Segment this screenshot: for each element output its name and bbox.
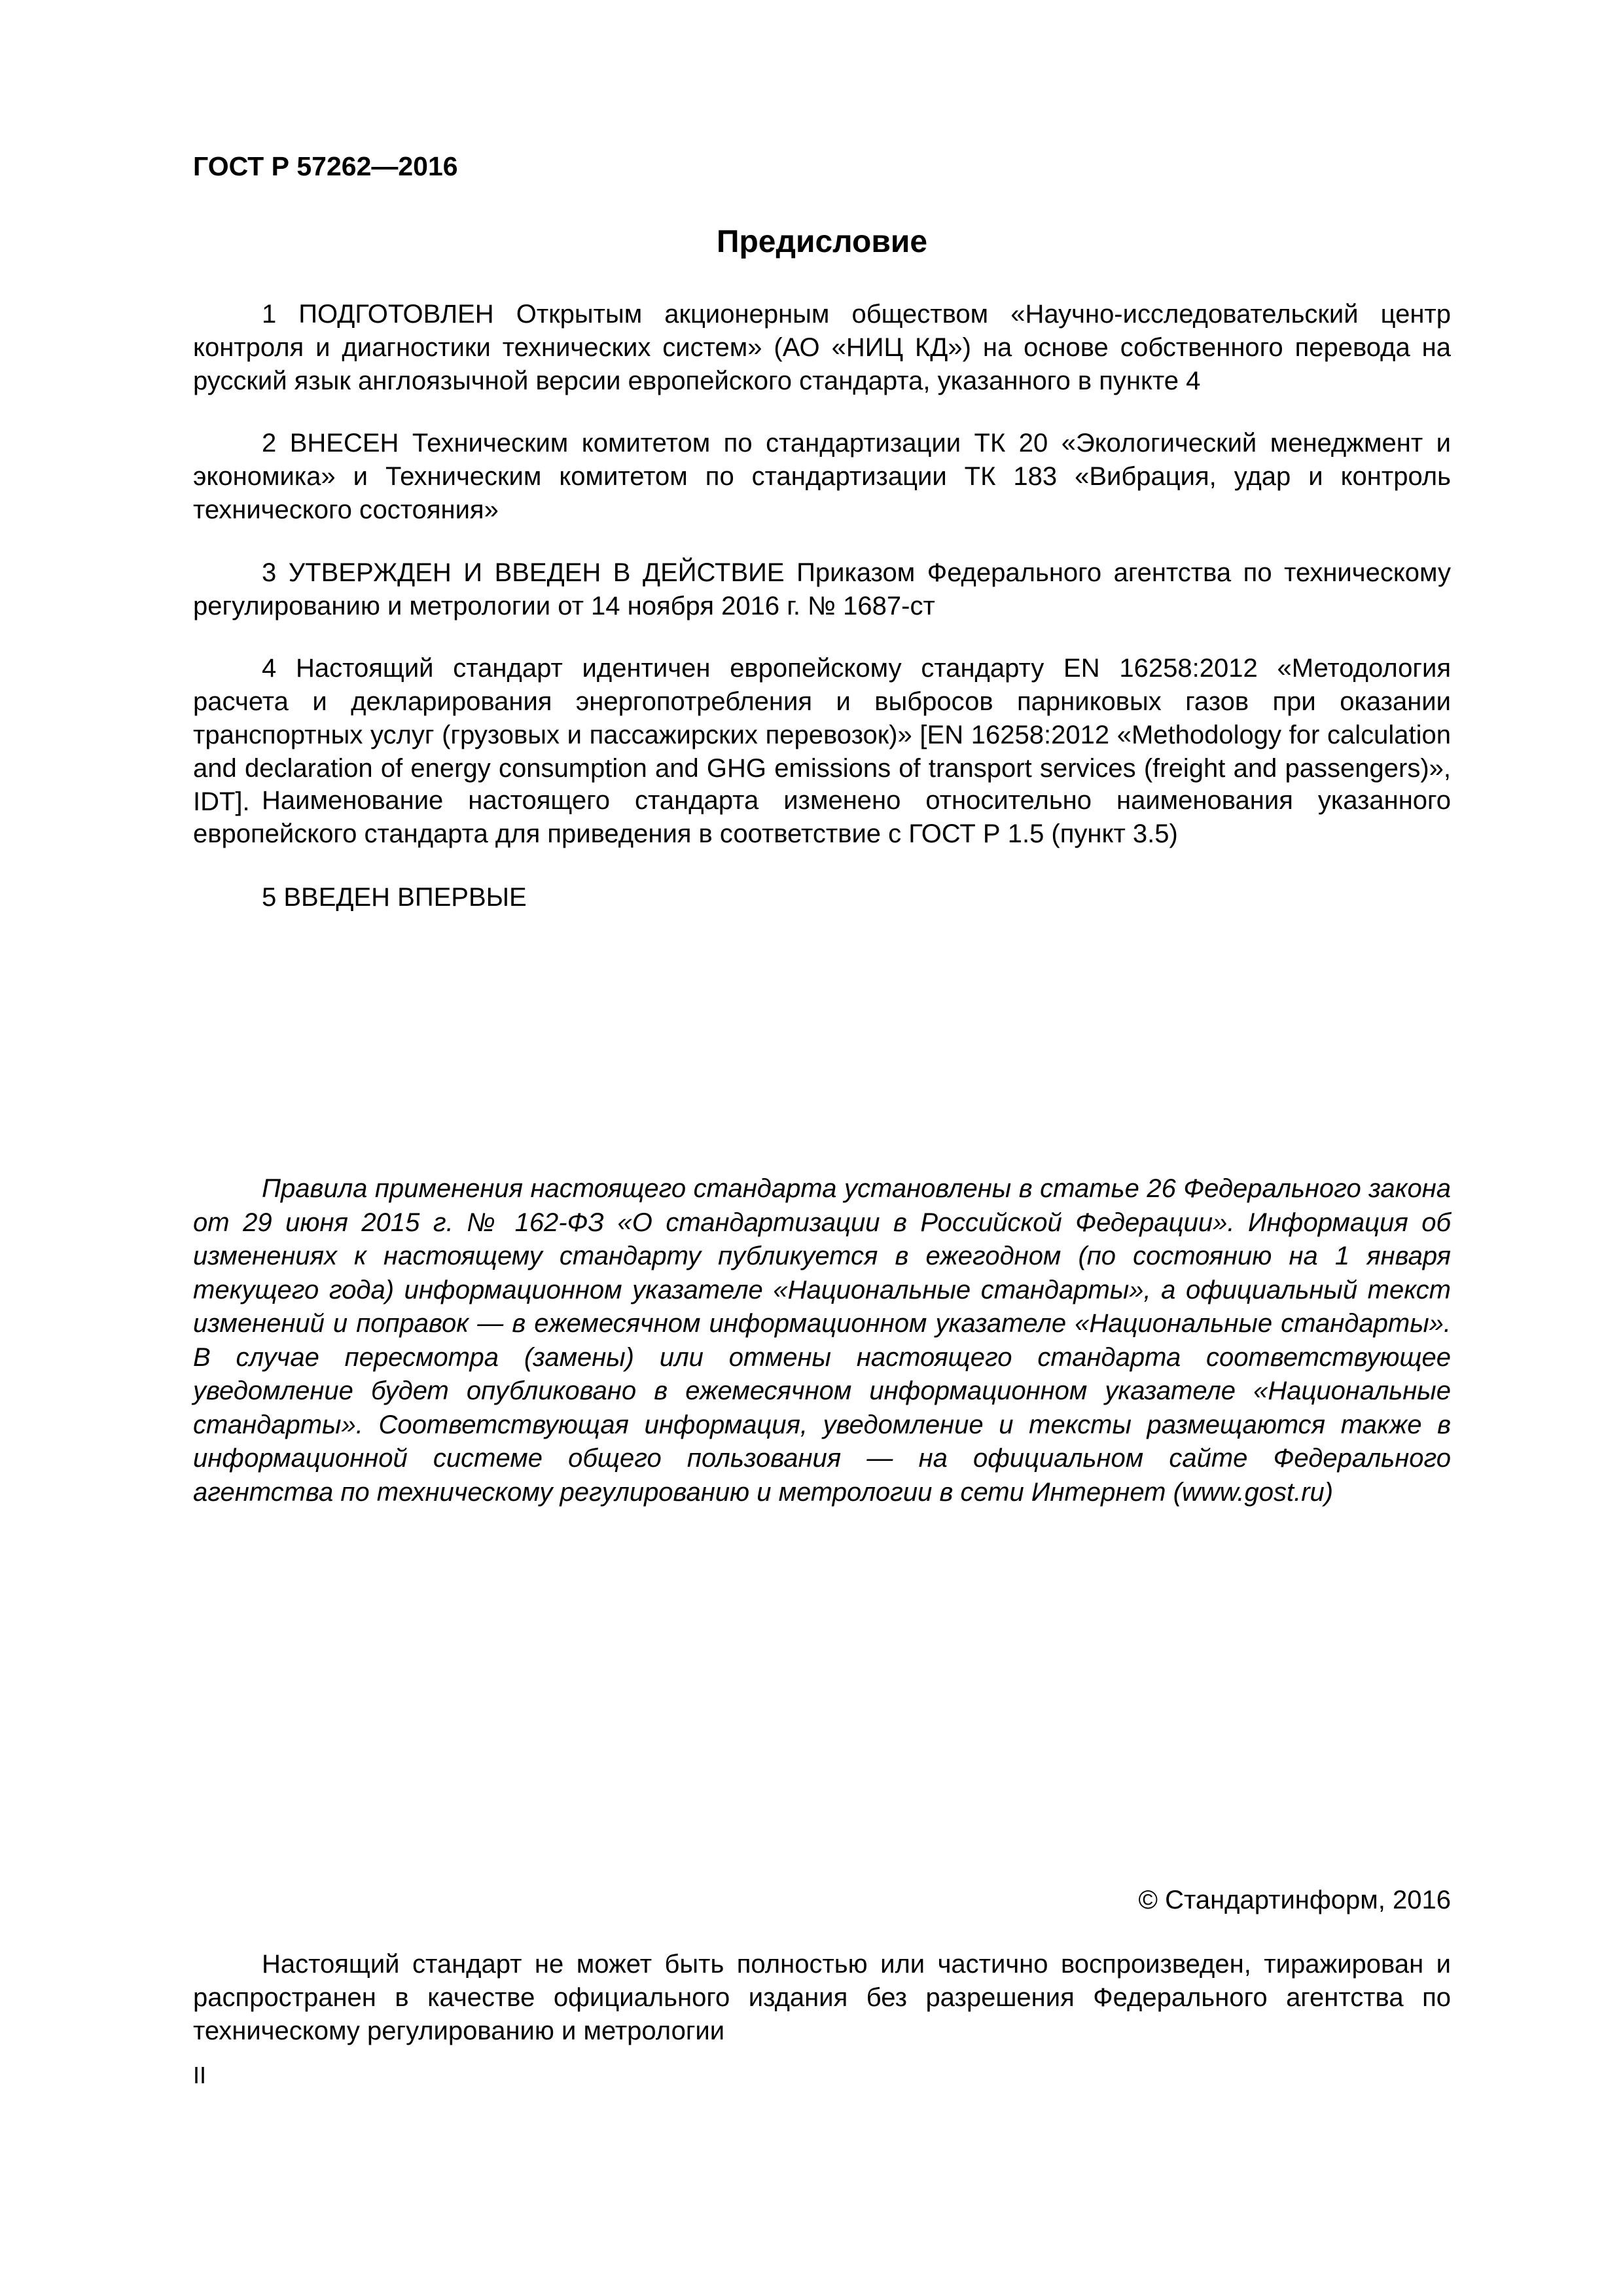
paragraph-3-approved: 3 УТВЕРЖДЕН И ВВЕДЕН В ДЕЙСТВИЕ Приказом Федерального агентства по техническому регулированию и метрологии от 14 ноября 2016 г. № 1687-ст (193, 558, 1451, 620)
paragraph-4-identical: 4 Настоящий стандарт идентичен европейскому стандарту EN 16258:2012 «Методология расчета и декларирования энергопотребления и выбросов парниковых газов при оказании транспортных услуг (грузовых и пассажирских перевозок)» [EN 16258:2012 «Methodology for calculation and declaration of energy consumption and GHG emissions of transport services (freight and passengers)», IDT]. (193, 654, 1451, 816)
page-title: Предисловие (716, 224, 928, 259)
paragraph-1-prepared: 1 ПОДГОТОВЛЕН Открытым акционерным обществом «Научно-исследовательский центр контроля и диагностики технических систем» (АО «НИЦ КД») на основе собственного перевода на русский язык англоязычной версии европейского стандарта, указанного в пункте 4 (193, 300, 1451, 395)
application-rules-notice: Правила применения настоящего стандарта установлены в статье 26 Федерального закона от 29 июня 2015 г. № 162-ФЗ «О стандартизации в Российской Федерации». Информация об изменениях к настоящему стандарту публикуется в ежегодном (по состоянию на 1 января текущего года) информационном указателе «Национальные стандарты», а официальный текст изменений и поправок — в ежемесячном информационном указателе «Национальные стандарты». В случае пересмотра (замены) или отмены настоящего стандарта соответствующее уведомление будет опубликовано в ежемесячном информационном указателе «Национальные стандарты». Соответствующая информация, уведомление и тексты размещаются также в информационной системе общего пользования — на официальном сайте Федерального агентства по техническому регулированию и метрологии в сети Интернет (www.gost.ru) (193, 1174, 1451, 1507)
paragraph-5-first-introduced: 5 ВВЕДЕН ВПЕРВЫЕ (262, 883, 527, 912)
page-number: II (193, 2062, 207, 2089)
document-code: ГОСТ Р 57262—2016 (193, 151, 458, 181)
reproduction-notice: Настоящий стандарт не может быть полностью или частично воспроизведен, тиражирован и распространен в качестве официального издания без разрешения Федерального агентства по техническому регулированию и метрологии (193, 1950, 1451, 2045)
copyright-line: © Стандартинформ, 2016 (1138, 1886, 1451, 1914)
paragraph-2-introduced: 2 ВНЕСЕН Техническим комитетом по стандартизации ТК 20 «Экологический менеджмент и экономика» и Техническим комитетом по стандартизации ТК 183 «Вибрация, удар и контроль технического состояния» (193, 429, 1451, 524)
paragraph-4-note: Наименование настоящего стандарта изменено относительно наименования указанного европейского стандарта для приведения в соответствие с ГОСТ Р 1.5 (пункт 3.5) (193, 786, 1451, 848)
